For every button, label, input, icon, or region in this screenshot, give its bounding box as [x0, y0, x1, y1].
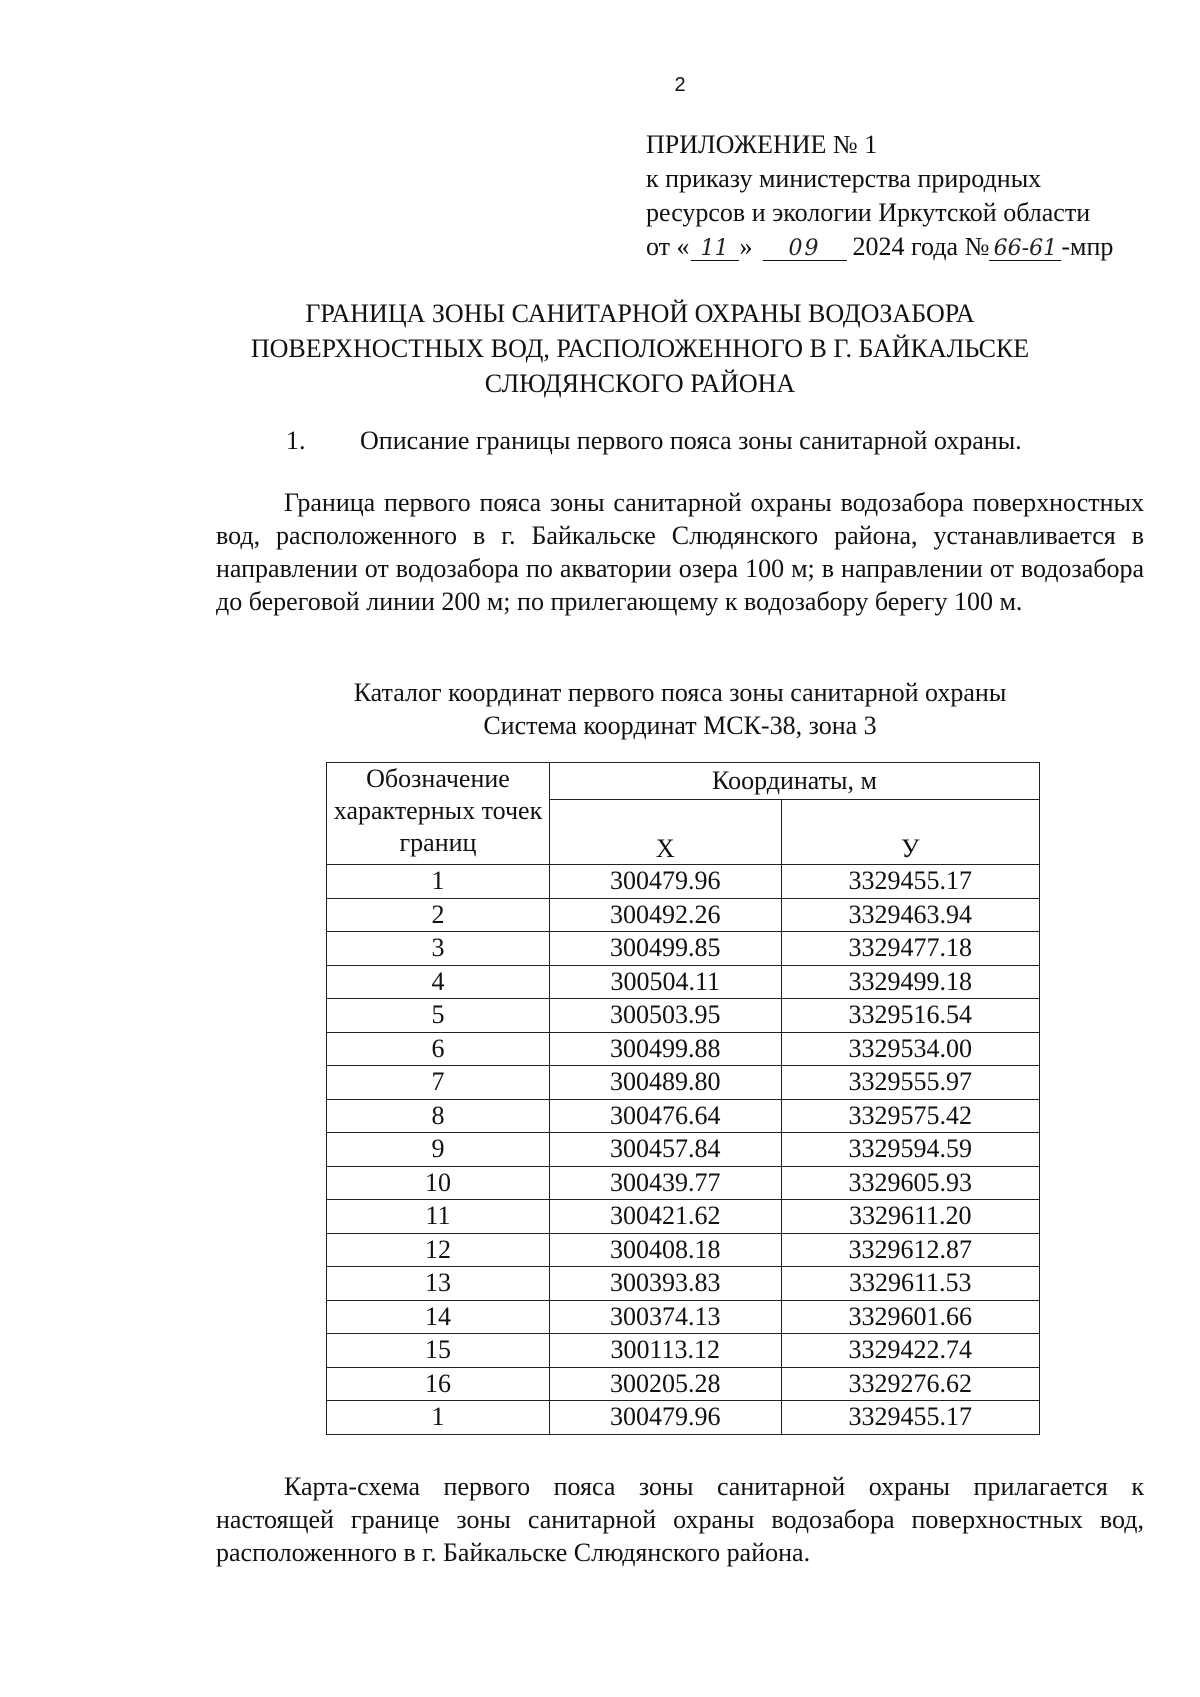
coordinates-table-body — [327, 865, 1040, 1435]
y-cell: 3329455.17 — [781, 1401, 1040, 1435]
x-cell: 300113.12 — [550, 1334, 782, 1368]
point-cell: 2 — [327, 898, 550, 932]
point-cell: 15 — [327, 1334, 550, 1368]
page-number: 2 — [674, 74, 686, 96]
handwritten-day: 11 — [691, 238, 739, 261]
y-cell: 3329455.17 — [781, 865, 1040, 899]
table-row — [327, 1133, 1040, 1167]
y-cell: 3329276.62 — [781, 1367, 1040, 1401]
table-row — [327, 1032, 1040, 1066]
table-row — [327, 1066, 1040, 1100]
point-cell: 10 — [327, 1166, 550, 1200]
x-cell: 300408.18 — [550, 1233, 782, 1267]
date-mid: » — [739, 232, 753, 261]
table-row — [327, 1166, 1040, 1200]
point-cell: 9 — [327, 1133, 550, 1167]
table-row — [327, 932, 1040, 966]
table-row — [327, 999, 1040, 1033]
title-line-2: ПОВЕРХНОСТНЫХ ВОД, РАСПОЛОЖЕННОГО В Г. БАЙКАЛЬСКЕ — [250, 334, 1030, 363]
table-row — [327, 1300, 1040, 1334]
catalog-caption-line-2: Система координат МСК-38, зона 3 — [483, 711, 877, 740]
handwritten-month: 09 — [763, 238, 847, 261]
point-cell: 12 — [327, 1233, 550, 1267]
section-1-heading — [286, 424, 1106, 458]
catalog-caption — [216, 676, 1144, 742]
point-cell: 6 — [327, 1032, 550, 1066]
date-prefix: от « — [646, 232, 690, 261]
table-row — [327, 1233, 1040, 1267]
y-cell: 3329594.59 — [781, 1133, 1040, 1167]
header-coordinates: Координаты, м — [550, 763, 1040, 800]
point-cell: 8 — [327, 1099, 550, 1133]
header-x: Х — [550, 800, 782, 865]
x-cell: 300479.96 — [550, 865, 782, 899]
table-row — [327, 965, 1040, 999]
y-cell: 3329516.54 — [781, 999, 1040, 1033]
document-title — [200, 296, 1080, 401]
appendix-date-line — [646, 230, 1166, 264]
section-number: 1. — [286, 426, 306, 455]
y-cell: 3329422.74 — [781, 1334, 1040, 1368]
point-cell: 5 — [327, 999, 550, 1033]
y-cell: 3329612.87 — [781, 1233, 1040, 1267]
x-cell: 300421.62 — [550, 1200, 782, 1234]
y-cell: 3329534.00 — [781, 1032, 1040, 1066]
table-row — [327, 1401, 1040, 1435]
table-row — [327, 898, 1040, 932]
title-line-3: СЛЮДЯНСКОГО РАЙОНА — [484, 369, 796, 398]
y-cell: 3329611.53 — [781, 1267, 1040, 1301]
appendix-title: ПРИЛОЖЕНИЕ № 1 — [646, 130, 878, 159]
y-cell: 3329611.20 — [781, 1200, 1040, 1234]
point-cell: 11 — [327, 1200, 550, 1234]
x-cell: 300457.84 — [550, 1133, 782, 1167]
x-cell: 300439.77 — [550, 1166, 782, 1200]
point-cell: 4 — [327, 965, 550, 999]
x-cell: 300479.96 — [550, 1401, 782, 1435]
order-suffix: -мпр — [1061, 232, 1114, 261]
table-row — [327, 1267, 1040, 1301]
table-row — [327, 865, 1040, 899]
x-cell: 300499.85 — [550, 932, 782, 966]
catalog-caption-line-1: Каталог координат первого пояса зоны санитарной охраны — [353, 678, 1007, 707]
x-cell: 300393.83 — [550, 1267, 782, 1301]
table-row — [327, 1200, 1040, 1234]
point-cell: 3 — [327, 932, 550, 966]
x-cell: 300499.88 — [550, 1032, 782, 1066]
y-cell: 3329499.18 — [781, 965, 1040, 999]
table-row — [327, 1334, 1040, 1368]
boundary-description-paragraph: Граница первого пояса зоны санитарной охраны водозабора поверхностных вод, расположенного в г. Байкальске Слюдянского района, устанавливается в направлении от водозабора по акватории озера 100 м; в направлении от водозабора до береговой линии 200 м; по прилегающему к водозабору берегу 100 м. — [216, 488, 1144, 616]
x-cell: 300205.28 — [550, 1367, 782, 1401]
x-cell: 300503.95 — [550, 999, 782, 1033]
y-cell: 3329463.94 — [781, 898, 1040, 932]
x-cell: 300374.13 — [550, 1300, 782, 1334]
handwritten-order-number: 66-61 — [989, 238, 1061, 261]
title-line-1: ГРАНИЦА ЗОНЫ САНИТАРНОЙ ОХРАНЫ ВОДОЗАБОРА — [305, 299, 975, 328]
point-cell: 13 — [327, 1267, 550, 1301]
y-cell: 3329555.97 — [781, 1066, 1040, 1100]
table-row — [327, 1099, 1040, 1133]
x-cell: 300476.64 — [550, 1099, 782, 1133]
coordinates-table — [326, 762, 1040, 1435]
appendix-line-3: ресурсов и экологии Иркутской области — [646, 198, 1091, 227]
section-heading-text: Описание границы первого пояса зоны санитарной охраны. — [360, 426, 1022, 455]
point-cell: 16 — [327, 1367, 550, 1401]
map-scheme-paragraph: Карта-схема первого пояса зоны санитарной охраны прилагается к настоящей границе зоны санитарной охраны водозабора поверхностных вод, расположенного в г. Байкальске Слюдянского района. — [216, 1472, 1144, 1567]
y-cell: 3329575.42 — [781, 1099, 1040, 1133]
point-cell: 14 — [327, 1300, 550, 1334]
y-cell: 3329477.18 — [781, 932, 1040, 966]
x-cell: 300489.80 — [550, 1066, 782, 1100]
x-cell: 300492.26 — [550, 898, 782, 932]
header-points: Обозначение характерных точек границ — [327, 763, 550, 865]
appendix-header — [646, 128, 1166, 264]
x-cell: 300504.11 — [550, 965, 782, 999]
y-cell: 3329605.93 — [781, 1166, 1040, 1200]
point-cell: 1 — [327, 865, 550, 899]
header-y: У — [781, 800, 1040, 865]
table-row — [327, 1367, 1040, 1401]
appendix-line-2: к приказу министерства природных — [646, 164, 1042, 193]
point-cell: 1 — [327, 1401, 550, 1435]
point-cell: 7 — [327, 1066, 550, 1100]
y-cell: 3329601.66 — [781, 1300, 1040, 1334]
date-year-text: 2024 года № — [852, 232, 990, 261]
